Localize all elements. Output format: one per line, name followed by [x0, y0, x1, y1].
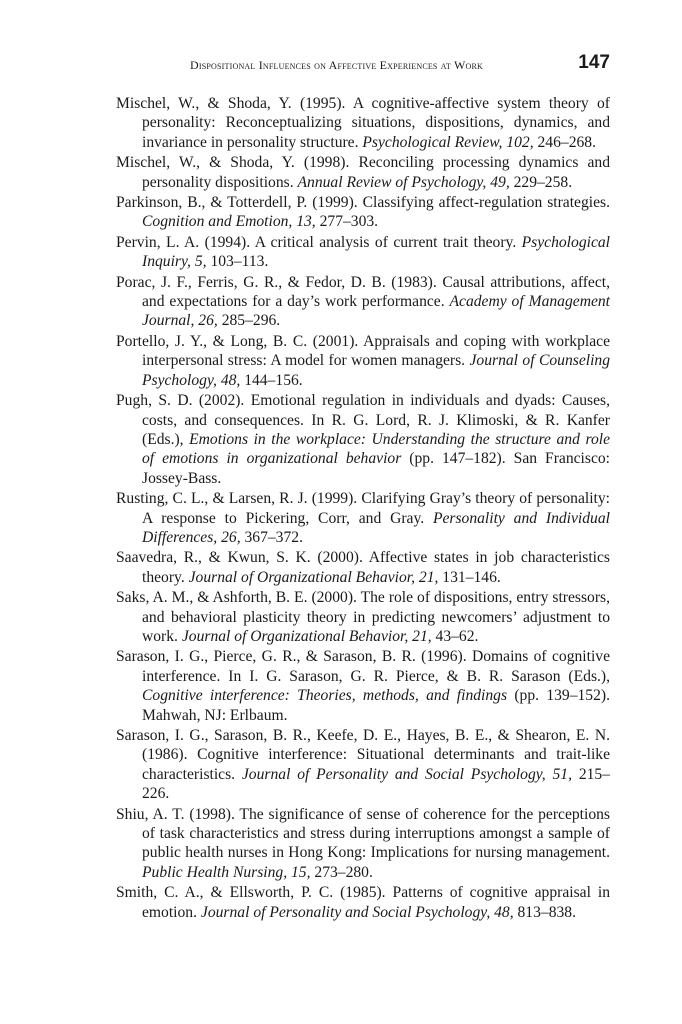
reference-entry — [116, 805, 610, 883]
reference-entry — [116, 332, 610, 390]
reference-pages: 273–280. — [310, 863, 373, 881]
reference-entry — [116, 726, 610, 804]
reference-source: Journal of Counseling Psychology, 48, — [142, 352, 610, 389]
reference-source: Cognition and Emotion, 13, — [142, 213, 316, 231]
page-number: 147 — [578, 52, 610, 73]
reference-pages: 813–838. — [513, 903, 576, 921]
reference-source: Journal of Organizational Behavior, 21, — [188, 568, 439, 586]
reference-entry — [116, 883, 610, 922]
reference-source: Journal of Personality and Social Psychology, 51, — [241, 765, 573, 783]
reference-pages: 246–268. — [533, 133, 596, 151]
reference-pages: 229–258. — [509, 173, 573, 191]
reference-text: Pervin, L. A. (1994). A critical analysis of current trait theory. — [116, 233, 522, 251]
reference-source: Psychological Review, 102, — [362, 133, 534, 151]
reference-source: Cognitive interference: Theories, methods, and findings — [142, 687, 508, 705]
reference-source: Journal of Organizational Behavior, 21, — [181, 627, 432, 645]
reference-text: Smith, C. A., & Ellsworth, P. C. (1985). Patterns of cognitive appraisal in emotion. — [116, 884, 610, 921]
reference-text: Mischel, W., & Shoda, Y. (1995). A cognitive-affective system theory of personality: Reconceptualizing situations, dispositions, dynamics, and invariance in personality structure. — [116, 95, 610, 151]
reference-entry — [116, 647, 610, 725]
reference-pages: 215–226. — [142, 765, 611, 803]
reference-text: Saks, A. M., & Ashforth, B. E. (2000). The role of dispositions, entry stressors, and behavioral plasticity theory in predicting newcomers’ adjustment to work. — [116, 589, 610, 645]
reference-entry — [116, 153, 610, 192]
reference-pages: 131–146. — [438, 568, 501, 586]
reference-entry — [116, 233, 610, 272]
reference-entry — [116, 94, 610, 152]
reference-source: Journal of Personality and Social Psychology, 48, — [200, 903, 514, 921]
reference-source: Personality and Individual Differences, 26, — [142, 509, 610, 546]
reference-pages: 285–296. — [217, 312, 281, 330]
reference-entry — [116, 588, 610, 646]
reference-text: Rusting, C. L., & Larsen, R. J. (1999). Clarifying Gray’s theory of personality: A response to Pickering, Corr, and Gray. — [116, 490, 610, 527]
reference-source: Emotions in the workplace: Understanding the structure and role of emotions in organizational behavior — [142, 430, 610, 468]
reference-source: Public Health Nursing, 15, — [142, 863, 311, 881]
reference-entry — [116, 193, 610, 232]
reference-pages: 367–372. — [240, 528, 303, 546]
reference-text: Pugh, S. D. (2002). Emotional regulation in individuals and dyads: Causes, costs, and consequences. In R. G. Lord, R. J. Klimoski, & R. Kanfer (Eds.), — [116, 392, 610, 448]
running-head — [190, 52, 610, 76]
reference-source: Annual Review of Psychology, 49, — [297, 173, 510, 191]
reference-entry — [116, 273, 610, 331]
reference-pages: 144–156. — [240, 371, 303, 389]
reference-text: Saavedra, R., & Kwun, S. K. (2000). Affective states in job characteristics theory. — [116, 549, 610, 586]
reference-source: Academy of Management Journal, 26, — [142, 293, 610, 330]
reference-text: Portello, J. Y., & Long, B. C. (2001). Appraisals and coping with workplace interpersonal stress: A model for women managers. — [116, 332, 610, 370]
reference-entry — [116, 391, 610, 488]
reference-entry — [116, 548, 610, 587]
reference-pages: (pp. 139–152). Mahwah, NJ: Erlbaum. — [142, 687, 610, 724]
reference-entry — [116, 489, 610, 547]
reference-text: Porac, J. F., Ferris, G. R., & Fedor, D. B. (1983). Causal attributions, affect, and expectations for a day’s work performance. — [116, 273, 610, 311]
reference-pages: (pp. 147–182). San Francisco: Jossey-Bass. — [142, 450, 610, 487]
reference-text: Sarason, I. G., Pierce, G. R., & Sarason, B. R. (1996). Domains of cognitive interference. In I. G. Sarason, G. R. Pierce, & B. R. Sarason (Eds.), — [116, 648, 610, 685]
reference-pages: 43–62. — [431, 627, 479, 645]
reference-text: Mischel, W., & Shoda, Y. (1998). Reconciling processing dynamics and personality dispositions. — [116, 154, 610, 191]
reference-source: Psychological Inquiry, 5, — [142, 233, 610, 271]
reference-pages: 277–303. — [315, 213, 379, 231]
reference-text: Parkinson, B., & Totterdell, P. (1999). Classifying affect-regulation strategies. — [116, 194, 610, 212]
reference-pages: 103–113. — [206, 253, 269, 271]
reference-text: Sarason, I. G., Sarason, B. R., Keefe, D. E., Hayes, B. E., & Shearon, E. N. (1986). Cognitive interference: Situational determinants and trait-like characteristics. — [116, 727, 610, 783]
reference-list — [116, 94, 610, 923]
running-head-title: Dispositional Influences on Affective Experiences at Work — [190, 58, 483, 72]
reference-text: Shiu, A. T. (1998). The significance of sense of coherence for the perceptions of task characteristics and stress during interruptions amongst a sample of public health nurses in Hong Kong: Implications for nursing management. — [116, 805, 610, 862]
